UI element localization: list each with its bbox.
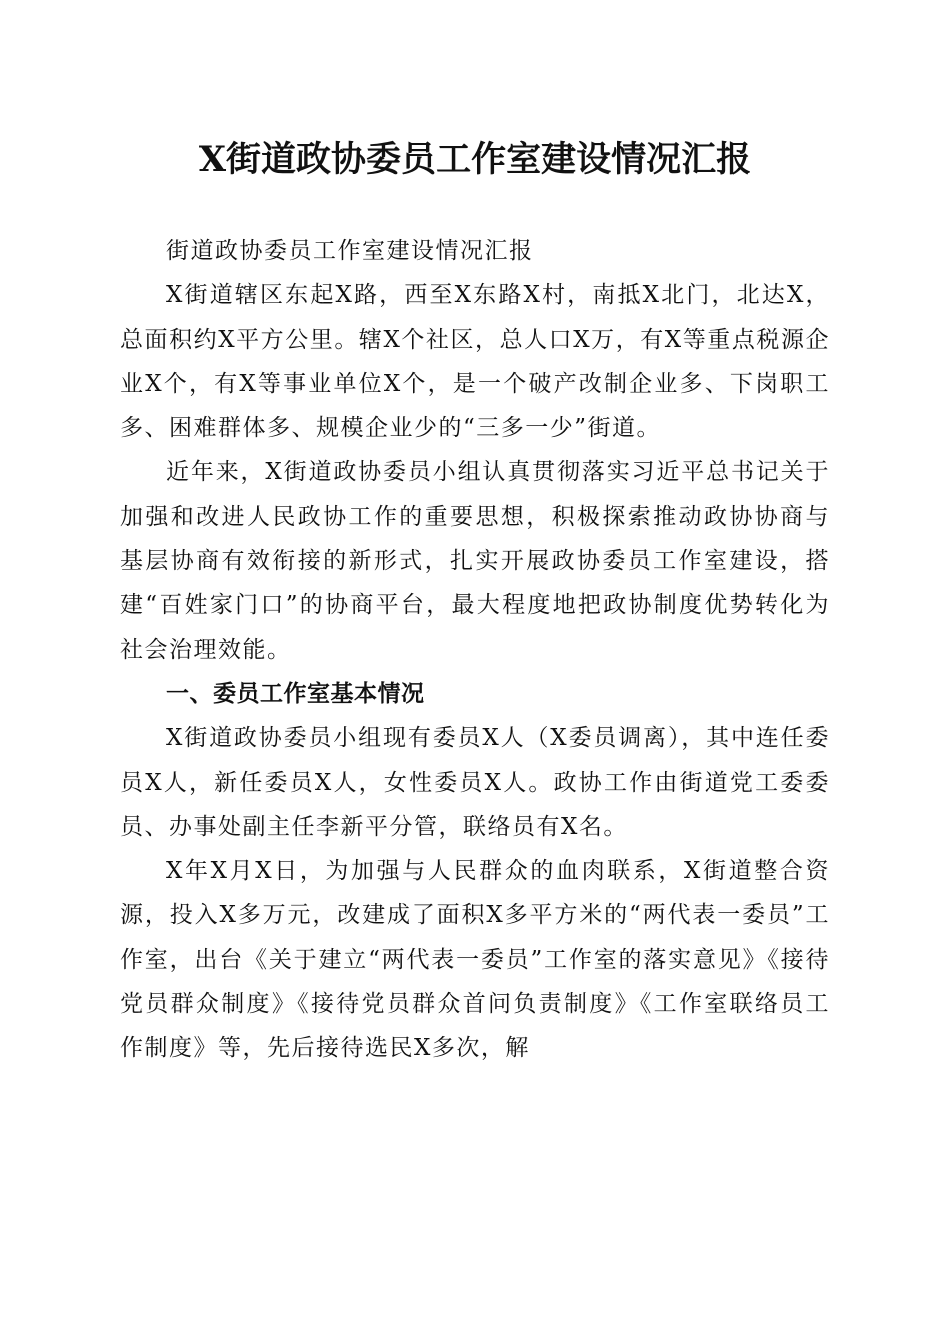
section-paragraph: X街道政协委员小组现有委员X人（X委员调离），其中连任委员X人，新任委员X人，女性委员X人。政协工作由街道党工委委员、办事处副主任李新平分管，联络员有X名。 xyxy=(120,725,830,840)
intro-paragraph: 近年来，X街道政协委员小组认真贯彻落实习近平总书记关于加强和改进人民政协工作的重要思想，积极探索推动政协协商与基层协商有效衔接的新形式，扎实开展政协委员工作室建设，搭建“百姓家门口”的协商平台，最大程度地把政协制度优势转化为社会治理效能。 xyxy=(120,459,830,663)
subtitle-paragraph: 街道政协委员工作室建设情况汇报 xyxy=(166,238,534,264)
document-title: X街道政协委员工作室建设情况汇报 xyxy=(198,139,752,180)
section-paragraph: X年X月X日，为加强与人民群众的血肉联系，X街道整合资源，投入X多万元，改建成了面积X多平方米的“两代表一委员”工作室，出台《关于建立“两代表一委员”工作室的落实意见》《接待党员群众制度》《接待党员群众首问负责制度》《工作室联络员工作制度》等，先后接待选民X多次，解 xyxy=(120,858,830,1062)
document-body xyxy=(120,229,830,1071)
section-heading: 一、委员工作室基本情况 xyxy=(166,680,425,707)
overview-paragraph: X街道辖区东起X路，西至X东路X村，南抵X北门，北达X，总面积约X平方公里。辖X个社区，总人口X万，有X等重点税源企业X个，有X等事业单位X个，是一个破产改制企业多、下岗职工多、困难群体多、规模企业少的“三多一少”街道。 xyxy=(120,282,830,442)
